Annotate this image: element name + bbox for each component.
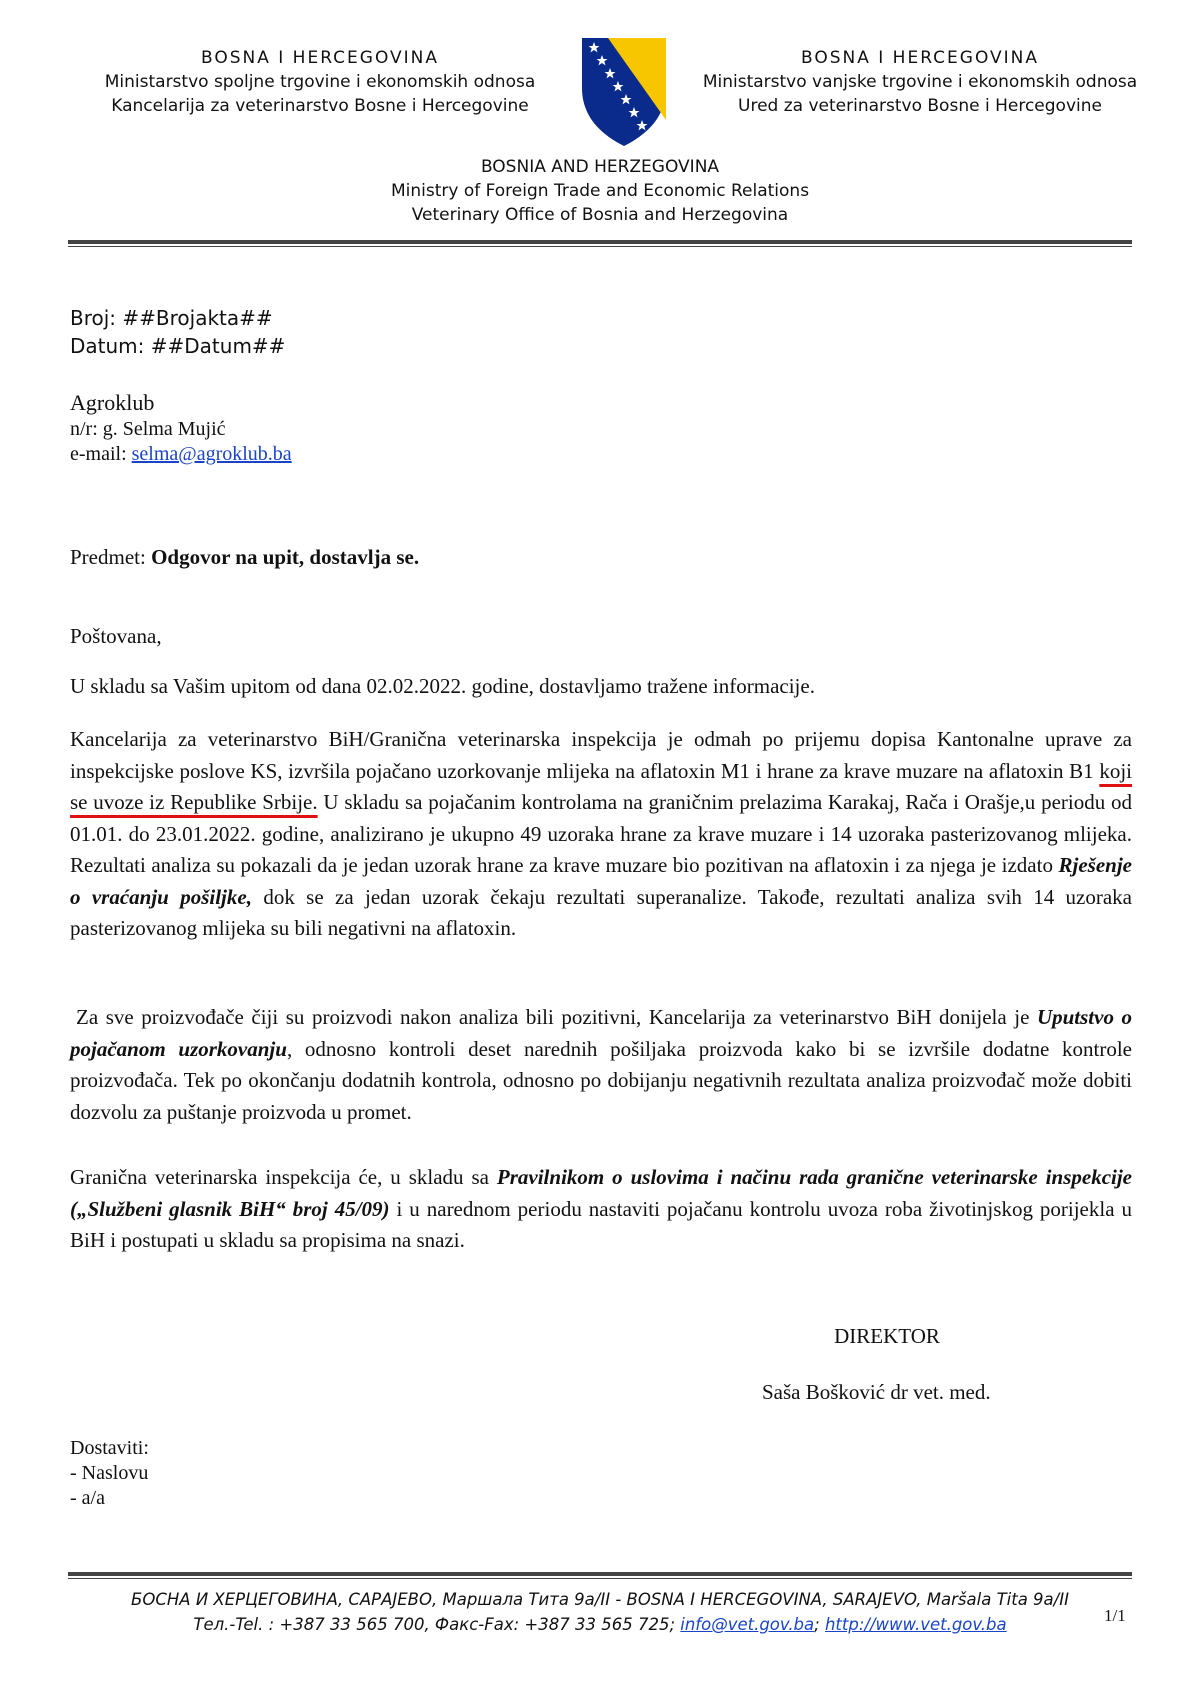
footer-phone: Тел.-Tel. : +387 33 565 700, Факс-Fax: +387 33 565 725;: [193, 1615, 681, 1634]
header-center-ministry: Ministry of Foreign Trade and Economic Relations: [390, 181, 810, 201]
signature-title: DIREKTOR: [834, 1324, 940, 1348]
distribution-item: - Naslovu: [70, 1462, 149, 1484]
header-right-country: BOSNA I HERCEGOVINA: [800, 48, 1040, 68]
coat-of-arms-icon: [578, 36, 670, 148]
paragraph-3-part-a: Za sve proizvođače čiji su proizvodi nakon analiza bili pozitivni, Kancelarija za veterinarstvo BiH donijela je: [76, 1005, 1037, 1029]
paragraph-2-part-a: Kancelarija za veterinarstvo BiH/Granična veterinarska inspekcija je odmah po prijemu dopisa Kantonalne uprave za inspekcijske poslove KS, izvršila pojačano uzorkovanje mlijeka na aflatoxin M1 i hrane za krave muzare na aflatoxin B1: [70, 727, 1132, 783]
distribution-block: [70, 1436, 149, 1511]
paragraph-4-emphasis: Pravilnikom o uslovima i načinu rada granične veterinarske inspekcije („Službeni glasnik BiH“ broj 45/09): [70, 1165, 1133, 1221]
header-left: [60, 46, 580, 118]
recipient-attention: n/r: g. Selma Mujić: [70, 418, 226, 440]
header-center: [300, 155, 900, 227]
paragraph-4-part-b: i u narednom periodu nastaviti pojačanu kontrolu uvoza roba životinjskog porijekla u BiH i postupati u skladu sa propisima na snazi.: [70, 1196, 1132, 1252]
recipient-email-label: e-mail:: [70, 443, 132, 465]
header-center-country: BOSNIA AND HERZEGOVINA: [480, 157, 720, 177]
subject-text: Odgovor na upit, dostavlja se.: [151, 545, 420, 569]
paragraph-2-part-c: dok se za jedan uzorak čekaju rezultati superanalize. Takođe, rezultati analiza svih 14 uzoraka pasterizovanog mlijeka su bili negativni na aflatoxin.: [70, 884, 1132, 940]
subject-label: Predmet:: [70, 545, 152, 569]
page-number: 1/1: [1104, 1606, 1126, 1625]
footer-website-link[interactable]: http://www.vet.gov.ba: [824, 1615, 1007, 1634]
paragraph-4: [70, 1162, 1132, 1257]
reference-block: [70, 304, 285, 360]
paragraph-3-emphasis: Uputstvo o pojačanom uzorkovanju: [70, 1005, 1132, 1061]
footer-divider-thin: [68, 1578, 1132, 1579]
greeting: Poštovana,: [70, 624, 162, 648]
reference-date: Datum: ##Datum##: [70, 334, 286, 358]
paragraph-1: U skladu sa Vašim upitom od dana 02.02.2022. godine, dostavljamo tražene informacije.: [70, 674, 815, 698]
recipient-block: [70, 389, 292, 467]
recipient-name: Agroklub: [70, 390, 155, 415]
header-left-office: Kancelarija za veterinarstvo Bosne i Hercegovine: [111, 96, 529, 116]
footer-contacts: [60, 1613, 1140, 1637]
header-right: [660, 46, 1180, 118]
distribution-item: - a/a: [70, 1487, 105, 1509]
header-right-ministry: Ministarstvo vanjske trgovine i ekonomskih odnosa: [702, 72, 1138, 92]
paragraph-2: [70, 724, 1132, 945]
distribution-label: Dostaviti:: [70, 1437, 149, 1459]
footer-address: БОСНА И ХЕРЦЕГОВИНА, САРАЈЕВО, Маршала Тита 9а/II - BOSNA I HERCEGOVINA, SARAJEVO, Maršala Tita 9a/II: [131, 1590, 1069, 1609]
footer-email-link[interactable]: info@vet.gov.ba: [680, 1615, 815, 1634]
signature-name: Saša Bošković dr vet. med.: [762, 1380, 991, 1404]
paragraph-2-part-b: U skladu sa pojačanim kontrolama na graničnim prelazima Karakaj, Rača i Orašje,u periodu od 01.01. do 23.01.2022. godine, analizirano je ukupno 49 uzoraka hrane za krave muzare i 14 uzoraka pasterizovanog mlijeka. Rezultati analiza su pokazali da je jedan uzorak hrane za krave muzare bio pozitivan na aflatoxin i za njega je izdato: [70, 790, 1132, 877]
subject-line: [70, 543, 419, 571]
footer-separator: ;: [814, 1615, 825, 1634]
paragraph-2-highlight: koji se uvoze iz Republike Srbije.: [70, 758, 1132, 814]
paragraph-2-emphasis: Rješenje o vraćanju pošiljke,: [70, 853, 1132, 909]
header-divider-thin: [68, 246, 1132, 247]
recipient-email-line: [70, 442, 292, 467]
footer-divider-thick: [68, 1572, 1132, 1576]
header-left-country: BOSNA I HERCEGOVINA: [200, 48, 440, 68]
header-right-office: Ured za veterinarstvo Bosne i Hercegovine: [738, 96, 1102, 116]
paragraph-3: [70, 1002, 1132, 1128]
recipient-email-link[interactable]: selma@agroklub.ba: [131, 443, 292, 465]
header-center-office: Veterinary Office of Bosnia and Herzegovina: [411, 205, 789, 225]
paragraph-4-part-a: Granična veterinarska inspekcija će, u skladu sa: [70, 1165, 497, 1189]
header-divider-thick: [68, 240, 1132, 244]
reference-number: Broj: ##Brojakta##: [70, 306, 273, 330]
paragraph-3-part-b: , odnosno kontroli deset narednih pošiljaka proizvoda kako bi se izvršile dodatne kontrole proizvođača. Tek po okončanju dodatnih kontrola, odnosno po dobijanju negativnih rezultata analiza proizvođač može dobiti dozvolu za puštanje proizvoda u promet.: [70, 1036, 1132, 1124]
header-left-ministry: Ministarstvo spoljne trgovine i ekonomskih odnosa: [104, 72, 536, 92]
